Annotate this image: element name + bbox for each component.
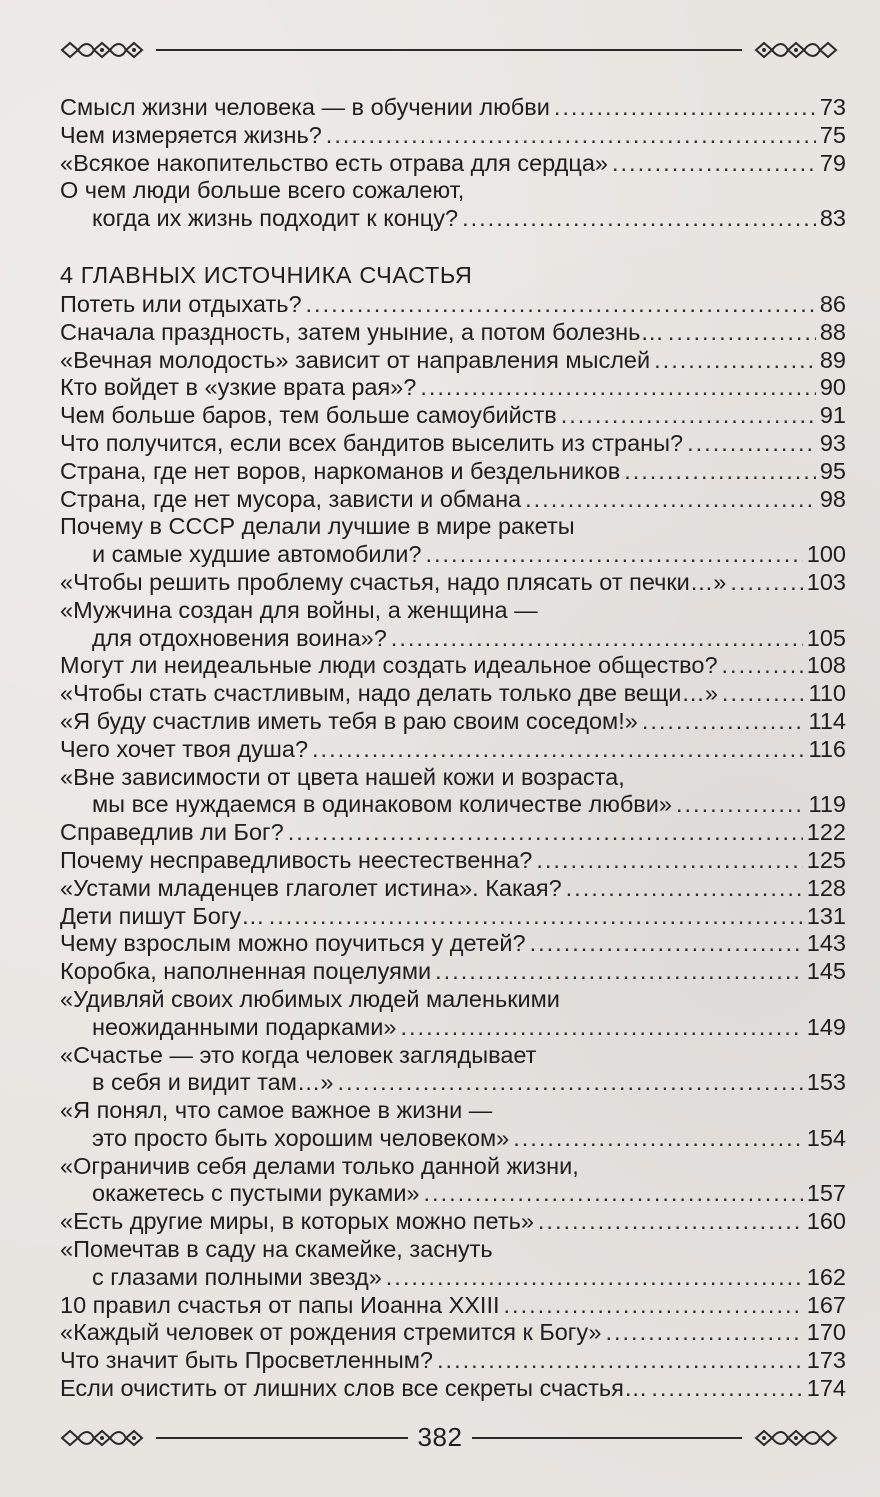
- toc-entry-title: «Удивляй своих любимых людей маленькими: [60, 985, 560, 1012]
- toc-entry-title: Чем измеряется жизнь?: [60, 121, 322, 148]
- toc-entry: [60, 319, 846, 347]
- header-rule: [60, 38, 838, 62]
- toc-entry: [60, 736, 846, 764]
- dot-leader: [437, 1347, 803, 1375]
- toc-entry: [60, 291, 846, 319]
- toc-entry-title: Что получится, если всех бандитов выселить из страны?: [60, 429, 684, 456]
- dot-leader: [538, 1208, 803, 1236]
- toc-entry-title: Смысл жизни человека — в обучении любви: [60, 94, 550, 120]
- toc-entry-title: Потеть или отдыхать?: [60, 290, 302, 317]
- toc-entry-title: Если очистить от лишних слов все секреты счастья…: [60, 1375, 648, 1402]
- toc-entry-line: [60, 541, 846, 569]
- dot-leader: [326, 122, 816, 150]
- toc-entry: [60, 374, 846, 402]
- toc-entry-page: 88: [819, 318, 846, 345]
- toc-entry: [60, 347, 846, 375]
- toc-entry-title: с глазами полными звезд»: [92, 1263, 382, 1290]
- toc-entry: [60, 875, 846, 903]
- toc-entry-title: «Помечтав в саду на скамейке, заснуть: [60, 1236, 493, 1263]
- toc-entry-page: 91: [819, 402, 846, 429]
- toc-entry-line: [60, 986, 846, 1014]
- dot-leader: [722, 680, 805, 708]
- toc-entry-page: 173: [806, 1347, 846, 1374]
- toc-entry-title: 10 правил счастья от папы Иоанна XXIII: [60, 1291, 500, 1318]
- toc-entry-line: [60, 1347, 846, 1375]
- toc-entry-title: «Есть другие миры, в которых можно петь»: [60, 1208, 534, 1235]
- toc-entry-title: неожиданными подарками»: [92, 1013, 397, 1040]
- dot-leader: [420, 374, 816, 402]
- header-line: [156, 49, 742, 51]
- toc-entry: [60, 819, 846, 847]
- toc-entry-line: [60, 569, 846, 597]
- toc-entry-title: Почему несправедливость неестественна?: [60, 846, 533, 873]
- toc-entry-title: «Мужчина создан для войны, а женщина —: [60, 596, 538, 623]
- toc-entry-page: 98: [819, 485, 846, 512]
- section-heading: 4 ГЛАВНЫХ ИСТОЧНИКА СЧАСТЬЯ: [60, 261, 473, 288]
- toc-entry-title: «Я понял, что самое важное в жизни —: [60, 1097, 493, 1124]
- dot-leader: [306, 291, 816, 319]
- dot-leader: [288, 819, 803, 847]
- toc-entry-title: О чем люди больше всего сожалеют,: [60, 177, 465, 204]
- toc-entry-line: [60, 319, 846, 347]
- toc-entry-title: Коробка, наполненная поцелуями: [60, 958, 432, 985]
- toc-entry: [60, 1097, 846, 1153]
- toc-entry-title: Дети пишут Богу…: [60, 902, 265, 929]
- toc-entry: [60, 680, 846, 708]
- dot-leader: [566, 875, 803, 903]
- toc-entry-line: [60, 291, 846, 319]
- toc-entry-page: 170: [806, 1319, 846, 1346]
- toc-entry-title: «Ограничив себя делами только данной жизни,: [60, 1152, 579, 1179]
- toc-entry-page: 89: [819, 346, 846, 373]
- toc-entry-line: [60, 1125, 846, 1153]
- toc-entry: [60, 930, 846, 958]
- toc-entry: [60, 458, 846, 486]
- toc-entry: [60, 847, 846, 875]
- toc-entry-line: [60, 680, 846, 708]
- toc-entry-page: 90: [819, 374, 846, 401]
- toc-entry-title: Чему взрослым можно поучиться у детей?: [60, 930, 526, 957]
- toc-entry-title: Страна, где нет воров, наркоманов и бездельников: [60, 457, 621, 484]
- dot-leader: [504, 1292, 803, 1320]
- toc-entry-line: [60, 1292, 846, 1320]
- toc-entry-line: [60, 402, 846, 430]
- toc-entry-page: 93: [819, 429, 846, 456]
- page-number: 382: [408, 1422, 473, 1452]
- toc-entry-line: [60, 347, 846, 375]
- toc-entry: [60, 1042, 846, 1098]
- toc-entry-title: «Вечная молодость» зависит от направления мыслей: [60, 346, 651, 373]
- toc-entry-line: [60, 1264, 846, 1292]
- toc-entry-page: 95: [819, 457, 846, 484]
- toc-entry-title: «Я буду счастлив иметь тебя в раю своим соседом!»: [60, 707, 638, 734]
- toc-entry-line: [60, 708, 846, 736]
- toc-entry-page: 160: [806, 1208, 846, 1235]
- toc-entry-line: [60, 958, 846, 986]
- toc-entry: [60, 569, 846, 597]
- toc-entry: [60, 1236, 846, 1292]
- dot-leader: [386, 1264, 803, 1292]
- toc-entry-line: [60, 597, 846, 625]
- toc-entry: [60, 597, 846, 653]
- toc-entry-page: 145: [806, 958, 846, 985]
- toc-entry-page: 157: [806, 1180, 846, 1207]
- toc-entry: [60, 1319, 846, 1347]
- toc-entry-line: [60, 1097, 846, 1125]
- toc-entry-title: «Устами младенцев глаголет истина». Какая?: [60, 874, 562, 901]
- toc-intro-list: [60, 94, 846, 233]
- toc-entry-line: [60, 1180, 846, 1208]
- dot-leader: [425, 541, 802, 569]
- toc-entry: [60, 430, 846, 458]
- toc-entry-page: 116: [808, 735, 846, 762]
- toc-entry: [60, 94, 846, 122]
- toc-entry-line: [60, 513, 846, 541]
- toc-entry-page: 174: [806, 1375, 846, 1402]
- toc-entry: [60, 903, 846, 931]
- toc-section-list: [60, 291, 846, 1403]
- ornament-left-icon: [60, 38, 156, 62]
- toc-entry-page: 143: [806, 930, 846, 957]
- toc-entry: [60, 122, 846, 150]
- toc-entry-title: окажетесь с пустыми руками»: [92, 1180, 420, 1207]
- toc-entry: [60, 150, 846, 178]
- toc-entry: [60, 1347, 846, 1375]
- toc-entry-line: [60, 1069, 846, 1097]
- toc-entry-title: Что значит быть Просветленным?: [60, 1347, 434, 1374]
- toc-entry: [60, 1208, 846, 1236]
- toc-entry-title: Чем больше баров, тем больше самоубийств: [60, 402, 557, 429]
- toc-entry-title: Сначала праздность, затем уныние, а потом болезнь…: [60, 318, 664, 345]
- toc-entry-page: 105: [806, 624, 846, 651]
- toc-entry-line: [60, 764, 846, 792]
- toc-entry-page: 79: [819, 149, 846, 176]
- toc-entry: [60, 177, 846, 233]
- toc-entry-page: 100: [806, 541, 846, 568]
- dot-leader: [624, 458, 816, 486]
- toc-entry-line: [60, 903, 846, 931]
- toc-entry-page: 108: [806, 652, 846, 679]
- toc-entry-title: в себя и видит там…»: [92, 1069, 334, 1096]
- toc-entry: [60, 652, 846, 680]
- toc-entry-page: 122: [806, 819, 846, 846]
- toc-entry-page: 149: [806, 1013, 846, 1040]
- dot-leader: [722, 652, 803, 680]
- dot-leader: [435, 958, 803, 986]
- toc-entry-page: 75: [819, 121, 846, 148]
- toc-entry-page: 119: [808, 791, 846, 818]
- toc-entry-line: [60, 1153, 846, 1181]
- toc-entry-title: мы все нуждаемся в одинаковом количестве любви»: [92, 791, 672, 818]
- toc-entry-page: 110: [808, 680, 846, 707]
- toc-entry-page: 86: [819, 290, 846, 317]
- toc-entry: [60, 402, 846, 430]
- toc-entry-line: [60, 625, 846, 653]
- dot-leader: [401, 1014, 803, 1042]
- toc-entry-page: 114: [808, 707, 846, 734]
- dot-leader: [654, 347, 816, 375]
- toc-entry-line: [60, 930, 846, 958]
- dot-leader: [642, 708, 805, 736]
- toc-entry-line: [60, 122, 846, 150]
- dot-leader: [676, 791, 805, 819]
- dot-leader: [730, 569, 802, 597]
- toc-entry: [60, 764, 846, 820]
- toc-entry-line: [60, 94, 846, 122]
- toc-entry: [60, 986, 846, 1042]
- toc-entry: [60, 1292, 846, 1320]
- toc-entry-page: 153: [806, 1069, 846, 1096]
- dot-leader: [312, 736, 805, 764]
- toc-entry-title: это просто быть хорошим человеком»: [92, 1124, 510, 1151]
- toc-entry-page: 154: [806, 1124, 846, 1151]
- toc-entry-line: [60, 1014, 846, 1042]
- toc-entry-title: для отдохновения воина»?: [92, 624, 387, 651]
- toc-entry-title: «Каждый человек от рождения стремится к Богу»: [60, 1319, 602, 1346]
- toc-entry-page: 103: [806, 568, 846, 595]
- toc-entry-title: «Чтобы стать счастливым, надо делать только две вещи…»: [60, 680, 718, 707]
- toc-entry-line: [60, 847, 846, 875]
- toc-entry-line: [60, 1042, 846, 1070]
- page-number-container: [0, 1422, 880, 1453]
- toc-entry-line: [60, 177, 846, 205]
- toc-entry: [60, 1153, 846, 1209]
- toc-entry-page: 131: [806, 902, 846, 929]
- toc-entry-page: 73: [819, 94, 846, 120]
- toc-entry-line: [60, 150, 846, 178]
- dot-leader: [561, 402, 816, 430]
- toc-entry: [60, 1375, 846, 1403]
- toc-entry-page: 167: [806, 1291, 846, 1318]
- dot-leader: [536, 847, 802, 875]
- dot-leader: [651, 1375, 802, 1403]
- toc-entry-line: [60, 652, 846, 680]
- toc-entry-line: [60, 736, 846, 764]
- toc-entry-title: «Счастье — это когда человек заглядывает: [60, 1041, 537, 1068]
- toc-entry-title: Могут ли неидеальные люди создать идеальное общество?: [60, 652, 718, 679]
- toc-entry-line: [60, 458, 846, 486]
- toc-entry-title: Справедлив ли Бог?: [60, 819, 284, 846]
- toc-entry-page: 162: [806, 1263, 846, 1290]
- dot-leader: [424, 1180, 803, 1208]
- toc-entry-title: Чего хочет твоя душа?: [60, 735, 309, 762]
- toc-entry-line: [60, 374, 846, 402]
- toc-entry-page: 125: [806, 846, 846, 873]
- dot-leader: [605, 1319, 802, 1347]
- dot-leader: [513, 1125, 803, 1153]
- toc-entry-line: [60, 1375, 846, 1403]
- toc-entry-title: когда их жизнь подходит к концу?: [92, 205, 459, 232]
- toc-entry-title: Почему в СССР делали лучшие в мире ракеты: [60, 513, 575, 540]
- toc-entry: [60, 486, 846, 514]
- toc-entry-title: Страна, где нет мусора, зависти и обмана: [60, 485, 522, 512]
- toc-entry: [60, 958, 846, 986]
- dot-leader: [391, 625, 803, 653]
- ornament-right-icon: [742, 38, 838, 62]
- dot-leader: [269, 903, 803, 931]
- toc-entry: [60, 513, 846, 569]
- dot-leader: [530, 930, 803, 958]
- toc-entry: [60, 708, 846, 736]
- toc-entry-line: [60, 1208, 846, 1236]
- toc-entry-line: [60, 486, 846, 514]
- toc-entry-line: [60, 791, 846, 819]
- toc-entry-line: [60, 819, 846, 847]
- toc-entry-title: Кто войдет в «узкие врата рая»?: [60, 374, 417, 401]
- dot-leader: [687, 430, 816, 458]
- toc-entry-line: [60, 1319, 846, 1347]
- dot-leader: [668, 319, 816, 347]
- dot-leader: [554, 94, 816, 122]
- toc-entry-title: «Чтобы решить проблему счастья, надо плясать от печки…»: [60, 568, 727, 595]
- dot-leader: [462, 205, 816, 233]
- toc-entry-line: [60, 1236, 846, 1264]
- toc-entry-title: и самые худшие автомобили?: [92, 541, 422, 568]
- dot-leader: [612, 150, 816, 178]
- toc-entry-title: «Вне зависимости от цвета нашей кожи и возраста,: [60, 763, 625, 790]
- dot-leader: [525, 486, 816, 514]
- toc-entry-title: «Всякое накопительство есть отрава для сердца»: [60, 149, 608, 176]
- toc-entry-line: [60, 875, 846, 903]
- toc-entry-page: 83: [819, 205, 846, 232]
- table-of-contents: [60, 94, 846, 1403]
- toc-entry-line: [60, 430, 846, 458]
- toc-entry-page: 128: [806, 874, 846, 901]
- dot-leader: [337, 1069, 802, 1097]
- toc-entry-line: [60, 205, 846, 233]
